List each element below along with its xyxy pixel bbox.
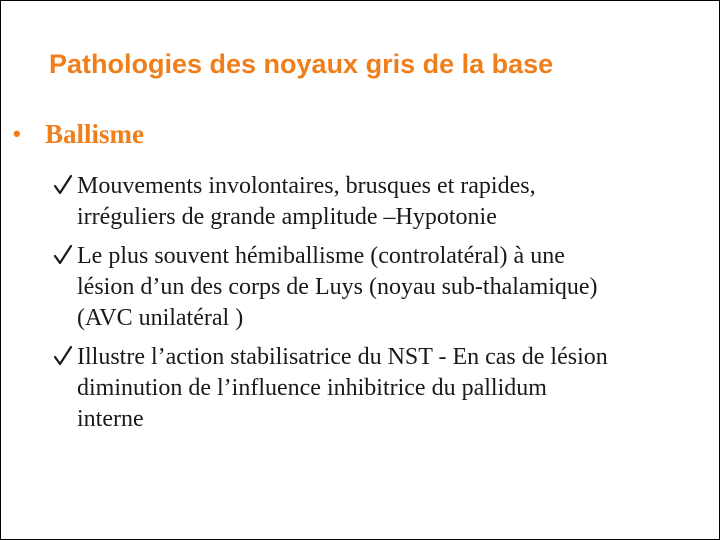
list-item-line: Illustre l’action stabilisatrice du NST - En cas de lésion xyxy=(77,344,608,370)
bullet-dot: • xyxy=(13,121,21,146)
checklist xyxy=(49,171,714,443)
list-item xyxy=(49,171,714,233)
list-item xyxy=(49,241,714,334)
checkmark-icon xyxy=(53,345,73,367)
list-item-line: irréguliers de grande amplitude –Hypotonie xyxy=(77,204,497,230)
bullet-heading-text: Ballisme xyxy=(45,119,144,149)
list-item-line: interne xyxy=(77,406,144,432)
checkmark-icon xyxy=(53,244,73,266)
list-item-line: Mouvements involontaires, brusques et rapides, xyxy=(77,173,536,199)
list-item-line: (AVC unilatéral ) xyxy=(77,305,244,331)
slide-title: Pathologies des noyaux gris de la base xyxy=(49,49,554,79)
bullet-heading xyxy=(13,115,144,153)
list-item-line: lésion d’un des corps de Luys (noyau sub-thalamique) xyxy=(77,274,598,300)
checkmark-icon xyxy=(53,174,73,196)
list-item xyxy=(49,342,714,435)
list-item-line: Le plus souvent hémiballisme (controlatéral) à une xyxy=(77,243,565,269)
list-item-line: diminution de l’influence inhibitrice du pallidum xyxy=(77,375,547,401)
